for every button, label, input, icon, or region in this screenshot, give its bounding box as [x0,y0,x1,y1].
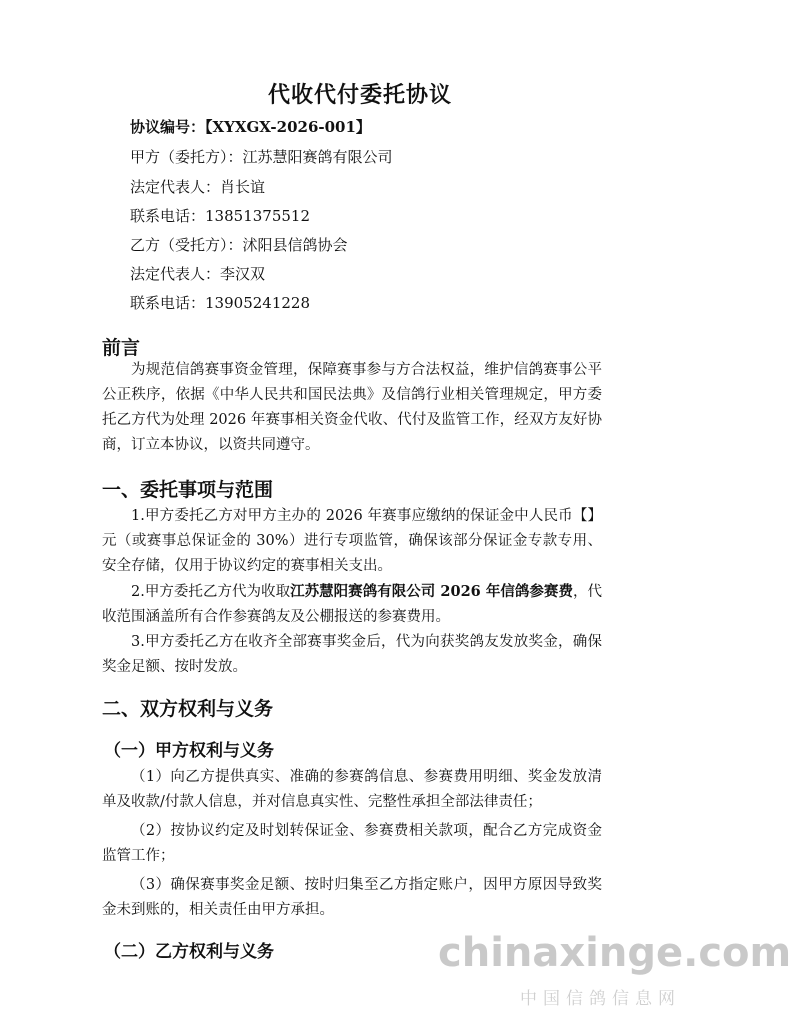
party-a-phone-line [130,205,310,226]
info-value: 肖长谊 [220,178,266,196]
section-2-heading: 二、双方权利与义务 [102,698,274,720]
info-label: 法定代表人： [130,265,221,283]
agreement-number-line [130,116,371,137]
info-label: 联系电话： [130,294,206,312]
paragraph-text: 2.甲方委托乙方代为收取 [131,584,291,600]
preface-paragraph: 为规范信鸽赛事资金管理，保障赛事参与方合法权益，维护信鸽赛事公平公正秩序，依据《中华人民共和国民法典》及信鸽行业相关管理规定，甲方委托乙方代为处理 2026 年赛事相关资金代收、代付及监管工作，经双方友好协商，订立本协议，以资共同遵守。 [102,362,602,453]
watermark-domain: chinaxinge.com [438,930,791,976]
subsection-a-paragraph-1: （1）向乙方提供真实、准确的参赛鸽信息、参赛费用明细、奖金发放清单及收款/付款人信息，并对信息真实性、完整性承担全部法律责任； [102,769,602,810]
section-1-paragraph-1: 1.甲方委托乙方对甲方主办的 2026 年赛事应缴纳的保证金中人民币【】元（或赛事总保证金的 30%）进行专项监管，确保该部分保证金专款专用、安全存储，仅用于协议约定的赛事相关支出。 [102,508,602,574]
info-value: 【XYXGX-2026-001】 [205,118,371,136]
info-label: 联系电话： [130,207,206,225]
info-label: 协议编号： [130,118,206,136]
info-value: 13905241228 [205,294,310,312]
paragraph-bold-text: 江苏慧阳赛鸽有限公司 2026 年信鸽参赛费 [290,583,573,600]
info-value: 江苏慧阳赛鸽有限公司 [242,148,393,166]
subsection-a-paragraph-3: （3）确保赛事奖金足额、按时归集至乙方指定账户，因甲方原因导致奖金未到账的，相关责任由甲方承担。 [102,877,602,918]
party-b-line [130,234,348,255]
watermark-site-name: 中国信鸽信息网 [520,989,681,1009]
preface-heading: 前言 [102,337,141,359]
info-value: 沭阳县信鸽协会 [242,236,348,254]
section-1-heading: 一、委托事项与范围 [102,479,274,501]
info-value: 13851375512 [205,207,310,225]
party-a-representative-line [130,176,265,197]
subsection-a-heading: （一）甲方权利与义务 [104,741,274,761]
info-label: 甲方（委托方）： [130,148,243,166]
party-b-representative-line [130,263,265,284]
party-a-line [130,146,393,167]
info-label: 法定代表人： [130,178,221,196]
paragraph-text: ，代收范围涵盖所有合作参赛鸽友及公棚报送的参赛费用。 [102,584,602,625]
section-1-paragraph-2 [102,579,602,630]
section-1-paragraph-3: 3.甲方委托乙方在收齐全部赛事奖金后，代为向获奖鸽友发放奖金，确保奖金足额、按时发放。 [102,634,602,675]
document-title: 代收代付委托协议 [267,83,452,108]
info-value: 李汉双 [220,265,266,283]
subsection-a-paragraph-2: （2）按协议约定及时划转保证金、参赛费相关款项，配合乙方完成资金监管工作； [102,823,602,864]
subsection-b-heading: （二）乙方权利与义务 [104,942,274,962]
info-label: 乙方（受托方）： [130,236,243,254]
party-b-phone-line [130,292,310,313]
